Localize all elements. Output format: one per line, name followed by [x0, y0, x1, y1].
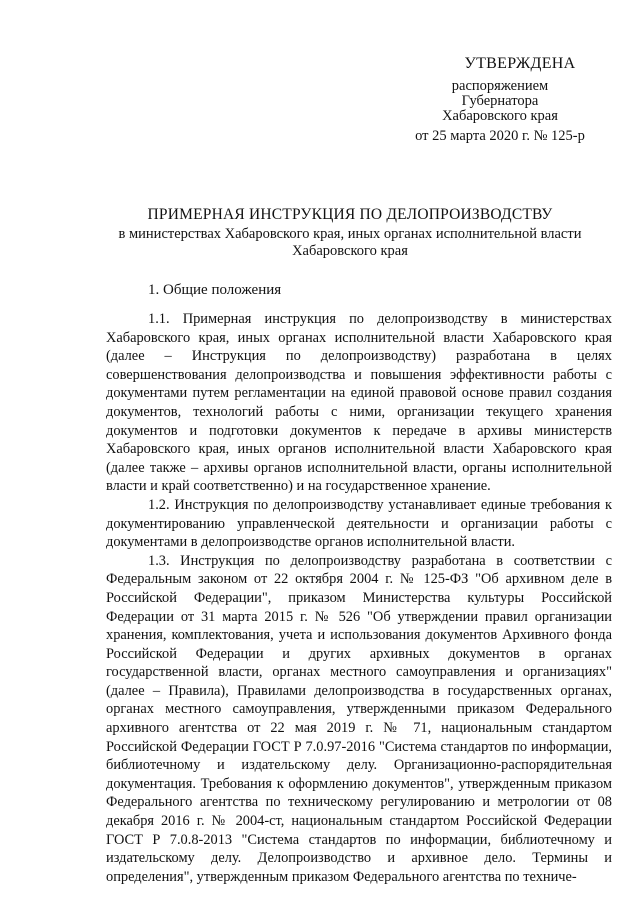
section-heading: 1. Общие положения — [148, 282, 282, 298]
approval-stamp — [395, 56, 605, 144]
document-subtitle-line-2: Хабаровского края — [292, 243, 408, 259]
document-body — [106, 280, 612, 886]
document-title-block — [80, 206, 620, 258]
document-subtitle-line-1: в министерствах Хабаровского края, иных органах исполнительной власти — [118, 226, 582, 242]
approval-order-date: от 25 марта 2020 г. № 125-р — [415, 128, 585, 144]
paragraph-1-2: 1.2. Инструкция по делопроизводству устанавливает единые требования к документированию управленческой деятельности и организации работы с документами в делопроизводстве органов исполнительной власти. — [106, 496, 612, 551]
approval-line-3: Хабаровского края — [442, 108, 558, 124]
paragraph-1-3: 1.3. Инструкция по делопроизводству разработана в соответствии с Федеральным законом от 22 октября 2004 г. № 125-ФЗ "Об архивном деле в Российской Федерации", приказом Министерства культуры Российской Федерации от 31 марта 2015 г. № 526 "Об утверждении правил организации хранения, комплектования, учета и использования документов Архивного фонда Российской Федерации и других архивных документов в органах государственной власти, органах местного самоуправления и организациях" (далее – Правила), Правилами делопроизводства в государственных органах, органах местного самоуправления, утвержденными приказом Федерального архивного агентства от 22 мая 2019 г. № 71, национальным стандартом Российской Федерации ГОСТ Р 7.0.97-2016 "Система стандартов по информации, библиотечному и издательскому делу. Организационно-распорядительная документация. Требования к оформлению документов", утвержденным приказом Федерального агентства по техническому регулированию и метрологии от 08 декабря 2016 г. № 2004-ст, национальным стандартом Российской Федерации ГОСТ Р 7.0.8-2013 "Система стандартов по информации, библиотечному и издательскому делу. Делопроизводство и архивное дело. Термины и определения", утвержденным приказом Федерального агентства по техниче- — [106, 552, 612, 885]
approval-line-1: распоряжением — [451, 78, 549, 94]
paragraph-1-1: 1.1. Примерная инструкция по делопроизводству в министерствах Хабаровского края, иных органах исполнительной власти Хабаровского края (далее – Инструкция по делопроизводству) разработана в целях совершенствования делопроизводства и повышения эффективности работы с документами путем регламентации на единой правовой основе правил создания документов, технологий работы с ними, организации текущего хранения документов и подготовки документов к передаче в архивы министерств Хабаровского края, иных органов исполнительной власти Хабаровского края (далее также – архивы органов исполнительной власти, органы исполнительной власти и край соответственно) и на государственное хранение. — [106, 311, 612, 495]
approval-line-2: Губернатора — [461, 93, 539, 109]
document-title: ПРИМЕРНАЯ ИНСТРУКЦИЯ ПО ДЕЛОПРОИЗВОДСТВУ — [147, 206, 553, 223]
approved-label: УТВЕРЖДЕНА — [464, 55, 576, 72]
